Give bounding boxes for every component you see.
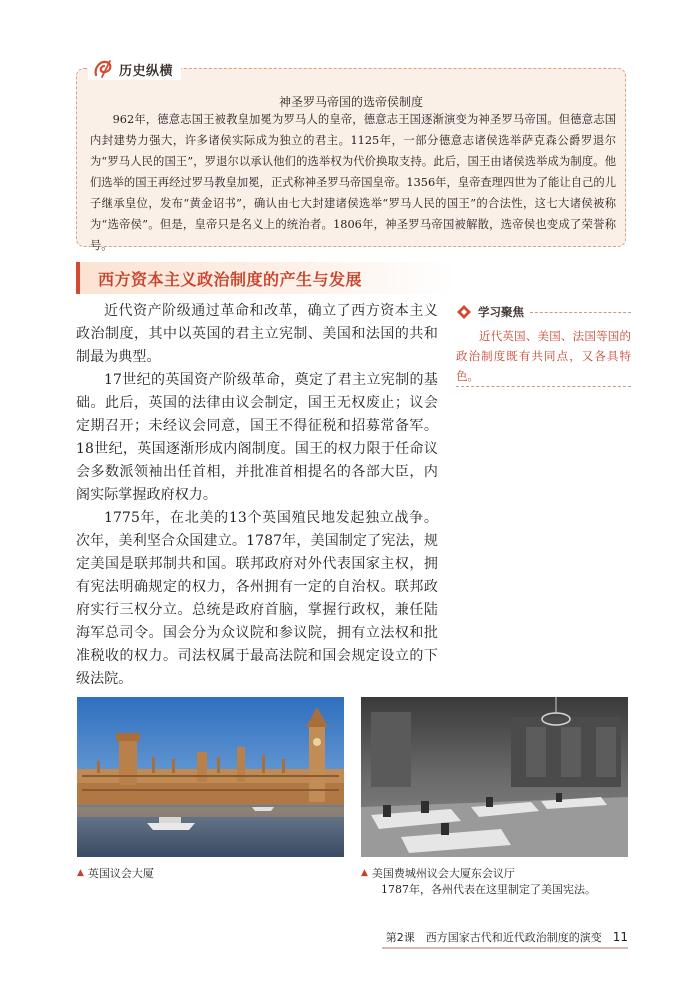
history-box-title: 神圣罗马帝国的选帝侯制度 bbox=[278, 95, 423, 109]
photo-caption-text: 美国费城州议会大厦东会议厅 bbox=[371, 867, 515, 880]
focus-box-label: 学习聚焦 bbox=[478, 305, 524, 319]
triangle-icon: ▲ bbox=[361, 868, 368, 878]
page-number: 11 bbox=[612, 930, 628, 944]
paragraph: 1775年，在北美的13个英国殖民地发起独立战争。次年，美利坚合众国建立。1787年，美国制定了宪法，规定美国是联邦制共和国。联邦政府对外代表国家主权，拥有宪法明确规定的权力，各州拥有一定的自治权。联邦政府实行三权分立。总统是政府首脑，掌握行政权，兼任陆海军总司令。国会分为众议院和参议院，拥有立法权和批准税收的权力。司法权属于最高法院和国会规定设立的下级法院。 bbox=[76, 510, 438, 687]
diamond-icon bbox=[456, 304, 472, 320]
swirl-icon bbox=[92, 58, 114, 80]
history-box-label: 历史纵横 bbox=[119, 63, 174, 79]
main-text bbox=[76, 300, 438, 691]
paragraph: 近代资产阶级通过革命和改革，确立了西方资本主义政治制度，其中以英国的君主立宪制、美国和法国的共和制最为典型。 bbox=[76, 303, 438, 365]
paragraph: 17世纪的英国资产阶级革命，奠定了君主立宪制的基础。此后，英国的法律由议会制定，国王无权废止；议会定期召开；未经议会同意，国王不得征税和招募常备军。18世纪，英国逐渐形成内阁制度。国王的权力限于任命议会多数派领袖出任首相，并批准首相提名的各部大臣，内阁实际掌握政府权力。 bbox=[76, 372, 438, 503]
focus-divider bbox=[530, 312, 631, 313]
photo-caption-text: 英国议会大厦 bbox=[87, 867, 154, 880]
history-box-header bbox=[88, 58, 181, 80]
section-title: 西方资本主义政治制度的产生与发展 bbox=[98, 270, 363, 289]
history-box-body: 962年，德意志国王被教皇加冕为罗马人的皇帝，德意志王国逐渐演变为神圣罗马帝国。但德意志国内封建势力强大，许多诸侯实际成为独立的君主。1125年，一部分德意志诸侯选举萨克森公爵罗退尔为“罗马人民的国王”，罗退尔以承认他们的选举权为代价换取支持。此后，国王由诸侯选举成为制度。他们选举的国王再经过罗马教皇加冕，正式称神圣罗马帝国皇帝。1356年，皇帝查理四世为了能让自己的儿子继承皇位，发布“黄金诏书”，确认由七大封建诸侯选举“罗马人民的国王”的合法性，这七大诸侯被称为“选帝侯”。但是，皇帝只是名义上的统治者。1806年，神圣罗马帝国被解散，选帝侯也变成了荣誉称号。 bbox=[90, 113, 616, 252]
triangle-icon: ▲ bbox=[77, 868, 84, 878]
photo-parliament bbox=[77, 697, 344, 857]
photo-assembly-room bbox=[361, 697, 628, 857]
focus-box-header bbox=[456, 303, 631, 321]
page-footer bbox=[382, 927, 628, 947]
photo-subcaption: 1787年，各州代表在这里制定了美国宪法。 bbox=[381, 883, 596, 896]
lesson-title: 第2课 西方国家古代和近代政治制度的演变 bbox=[385, 931, 602, 944]
footer-rule bbox=[382, 947, 628, 949]
focus-divider bbox=[456, 386, 631, 387]
photo-caption bbox=[77, 865, 154, 881]
focus-box-body: 近代英国、美国、法国等国的政治制度既有共同点，又各具特色。 bbox=[456, 329, 631, 383]
photo-caption bbox=[361, 865, 515, 881]
